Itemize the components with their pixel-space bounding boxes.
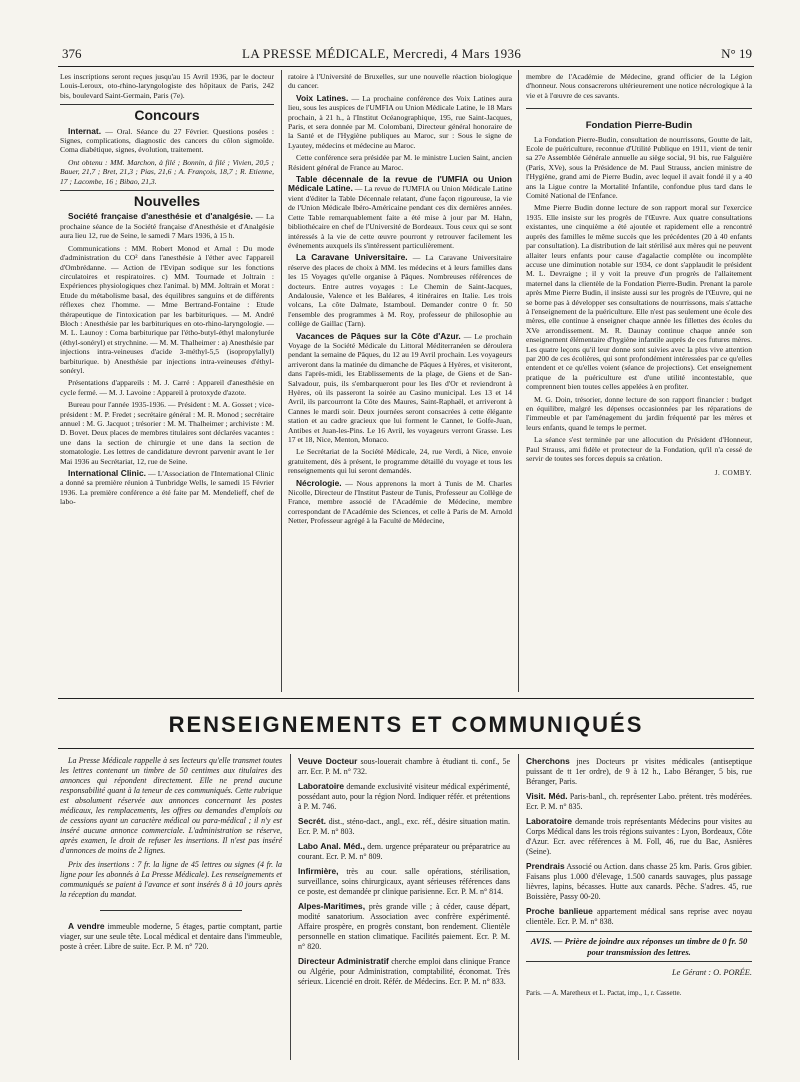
internat-lead: Internat. xyxy=(68,125,102,136)
ad-lead: Alpes-Maritimes, xyxy=(298,901,366,911)
divider xyxy=(60,104,274,105)
voix-text-2: Cette conférence sera présidée par M. le ministre Lucien Saint, ancien Résident général de France au Maroc. xyxy=(288,153,512,172)
fondation-paragraph-4: La séance s'est terminée par une allocution du Président d'Honneur, Paul Strauss, ami fidèle et protecteur de la Fondation, qu'il n'a cessé de servir de toutes ses forces depuis sa création. xyxy=(526,435,752,464)
ad-text: demande trois représentants Médecins pour visites au Corps Médical dans les trois régions suivantes : Lyon, Bordeaux, Côte d'Azur. Ecr. avec références à M. Foll, 46, rue du Bac, Asnières (Seine). xyxy=(526,817,753,856)
ad-text: sous-louerait chambre à étudiant ti. conf., 5e arr. Ecr. P. M. n° 732. xyxy=(298,757,510,776)
ad-text: cherche emploi dans clinique France ou Algérie, pour Administration, comptabilité, économat. Très sérieux. Licencié en droit. Référ. de Médecins. Ecr. P. M. n° 833. xyxy=(298,957,511,986)
header-rule xyxy=(58,66,754,67)
page-number: 376 xyxy=(62,46,82,61)
internat-results: Ont obtenu : MM. Marchon, à filé ; Bonnin, à filé ; Vivien, 20,5 ; Bauer, 21,7 ; Bret, 21,3 ; Pias, 21,6 ; A. François, 18,7 ; R. Etienne, 17 ; Lacombe, 16 ; Bibao, 21,3. xyxy=(60,157,274,186)
printer-line: Paris. — A. Maretheux et L. Pactat, imp., 1, r. Cassette. xyxy=(526,989,682,997)
clinic-text: — L'Association de l'International Clinic a donné sa première réunion à Tunbridge Wells, le samedi 15 Février 1936. La première conférence a été faite par M. Mendelieff, chef de labo- xyxy=(60,469,274,507)
page-header xyxy=(62,46,752,62)
societe-lead: Société française d'anesthésie et d'analgésie. xyxy=(68,211,253,222)
gerant-line: Le Gérant : O. PORÉE. xyxy=(671,968,752,977)
divider xyxy=(526,961,752,962)
ads-notice: La Presse Médicale rappelle à ses lecteurs qu'elle transmet toutes les lettres contenant un timbre de 50 centimes aux titulaires des annonces qui répondent directement. Elle ne prend aucune responsabilité quant à la teneur de ces communiqués. Cette rubrique est absolument réservée aux annonces concernant les postes médicaux, les remplacements, les offres ou demandes d'emplois ou de cessions ayant un caractère médical ou para-médical ; il n'y est inséré aucune annonce commerciale. L'administration se réserve, après examen, le droit de refuser les insertions. Il n'est pas inséré d'annonces de moins de 2 lignes. xyxy=(60,756,282,855)
vacances-text-2: Le Secrétariat de la Société Médicale, 24, rue Verdi, à Nice, envoie gratuitement, dès à présent, le programme détaillé du voyage et tous les renseignements qui lui seront demandés. xyxy=(288,447,512,476)
column-1 xyxy=(60,72,274,510)
internat-text: — Oral. Séance du 27 Février. Questions posées : Signes, complications, diagnostic des cancers du côlon sigmoïde. Coma diabétique, signes, évolution, traitement. xyxy=(60,126,275,155)
fondation-paragraph-3: M. G. Doin, trésorier, donne lecture de son rapport financier : budget en équilibre, malgré les dépenses occasionnées par les réparations de l'immeuble et par l'aménagement du jardin fréquenté par les mères et leurs enfants, quand le temps le permet. xyxy=(526,394,752,432)
ad-text: jnes Docteurs pr visites médicales (antiseptique puissant de tt 1er ordre), de 9 à 12 h., Labo Béranger, 5 bis, rue Béranger, Paris. xyxy=(526,757,753,786)
col3-continuation: membre de l'Académie de Médecine, grand officier de la Légion d'honneur. Nous consacrerons ultérieurement une notice nécrologique à la vie et à l'œuvre de ces savants. xyxy=(526,72,752,100)
vacances-text: — Le prochain Voyage de la Société Médicale du Littoral Méditerranéen se déroulera pendant la semaine de Pâques, du 12 au 19 Avril prochain. Les voyageurs arriveront dans la matinée du dimanche de Pâques à Hyères, et visiteront, dans l'après-midi, les Etablissements de la plage, de Giens et de San-Salvadour, puis, ils s'embarqueront pour les Iles d'Or et reviendront à Hyères, où ils passeront la soirée au Casino municipal. Les 13 et 14 Avril, ils parcourront la Côte des Maures, Saint-Raphaël, et arriveront à Cannes le mardi soir. Deux journées seront consacrées à cette élégante station et au cadre gracieux que lui forment le Cannet, le Golfe-Juan, Antibes et Juan-les-Pins. Le 16 Avril, les voyageurs verront Grasse. Les 17 et 18, Nice, Menton, Monaco. xyxy=(288,331,513,445)
signature: J. COMBY. xyxy=(714,469,752,478)
vendre-lead: A vendre xyxy=(68,921,105,931)
issue-number: N° 19 xyxy=(721,46,752,61)
column-3 xyxy=(526,72,752,479)
caravane-text: — La Caravane Universitaire réserve des places de choix à MM. les médecins et à leurs familles dans les 15 Voyages qu'elle organise à Pâques. Nombreuses références de docteurs. Entre autres voyages : Le Chemin de Saint-Jacques, Andalousie, Valence et les Baléares, 4 itinéraires en Italie. Les trois volcans, La côte Dalmate, Istamboul. Demander contre 0 fr. 50 l'ensemble des programmes à M. Roy, professeur de philosophie au collège de Gaillac (Tarn). xyxy=(288,253,512,329)
presentations-paragraph: Présentations d'appareils : M. J. Carré : Appareil d'anesthésie en cycle fermé. — M. J. Lavoine : Appareil à protoxyde d'azote. xyxy=(60,378,274,397)
renseignements-banner: RENSEIGNEMENTS ET COMMUNIQUÉS xyxy=(168,712,644,737)
ad-lead: Secrét. xyxy=(298,816,326,826)
ads-column-2 xyxy=(298,756,510,991)
divider xyxy=(100,910,242,911)
voix-text: — La prochaine conférence des Voix Latines aura lieu, sous les auspices de l'UMFIA ou Union Médicale Latine, le 18 Mars prochain, à 21 h., à l'Institut Océanographique, 195, rue Saint-Jacques, Paris, et sera donnée par M. Colombani, Directeur général honoraire de la Santé et de l'Hygiène publiques au Maroc, sur : Sous le signe de Lyautey, médecins et médecine au Maroc. xyxy=(288,93,512,150)
ad-text: près grande ville ; à céder, cause départ, modité sanatorium. Association avec confrère expérimenté. Affaire prospère, en progrès constant, bon rendement. Clientèle personnelle en station climatique. Facilités paiement. Ecr. P. M. n° 820. xyxy=(298,902,510,951)
journal-title: LA PRESSE MÉDICALE, Mercredi, 4 Mars 1936 xyxy=(242,46,522,61)
vendre-text: immeuble moderne, 5 étages, partie comptant, partie viager, sur une seule tête. Local médical et dentaire dans l'immeuble, poste à créer. Libre de suite. Ecr. P. M. n° 720. xyxy=(60,922,283,951)
ad-lead: Proche banlieue xyxy=(526,906,593,916)
ad-lead: Cherchons xyxy=(526,756,570,766)
ads-column-1 xyxy=(60,756,282,956)
ad-lead: Laboratoire xyxy=(526,816,573,826)
avis-notice: AVIS. — Prière de joindre aux réponses un timbre de 0 fr. 50 pour transmission des lettres. xyxy=(530,936,748,957)
column-divider xyxy=(518,70,519,692)
col2-continuation: ratoire à l'Université de Bruxelles, sur une nouvelle réaction biologique du cancer. xyxy=(288,72,512,91)
ads-prices: Prix des insertions : 7 fr. la ligne de 45 lettres ou signes (4 fr. la ligne pour les abonnés à La Presse Médicale). Les renseignements et communiqués se paient à l'avance et sont insérés 8 à 10 jours après la réception du mandat. xyxy=(60,860,282,899)
ad-text: Paris-banl., ch. représenter Labo. prétent. très modérées. Ecr. P. M. n° 835. xyxy=(526,792,752,811)
ad-lead: Labo Anal. Méd., xyxy=(298,841,365,851)
ads-column-3 xyxy=(526,756,752,998)
ad-lead: Prendrais xyxy=(526,861,565,871)
communications-paragraph: Communications : MM. Robert Monod et Arnal : Du mode d'administration du CO² dans l'anesthésie à l'éther avec l'appareil d'Ombrédanne. — Action de l'Evipan sodique sur les fonctions circulatoires et respiratoires. c) MM. Tournade et Joltrain : Expériences physiologiques chez l'animal. b) MM. Joltrain et Morat : Etude du métabolisme basal, des équilibres sanguins et de différents réflexes chez l'homme. — Mme Bertrand-Fontaine : Etude thérapeutique de l'intoxication par les barbituriques. — M. André Bloch : Anesthésie par les barbituriques en oto-rhino-laryngologie. — M. L. Launoy : Coma barbiturique par l'étho-butyl-éthyl malonylurée (éthyl-sonéryl) et strychnine. — M. M. Thalheimer : a) Anesthésie par injections intra-veineuses d'acide 3-méthyl-5,5 (isopropylallyl) barbiturique. b) Anesthésie par injections intra-veineuses d'éthyl-sonéryl. xyxy=(60,243,274,375)
table-text: — La revue de l'UMFIA ou Union Médicale Latine vient d'éditer la Table Décennale relatant, d'une façon rigoureuse, la vie de l'Union Médicale Ibéro-Américaine pendant ces dix dernières années. Cette Table remarquablement faite a été mise à jour par M. Hahn, bibliothécaire en chef de l'Université de Bordeaux. Tous ceux qui se sont intéressés à la vie de cette œuvre pourront y retrouver facilement les événements auxquels ils s'intéressent particulièrement. xyxy=(288,184,512,250)
banner-rule-bottom xyxy=(58,748,754,749)
ad-lead: Visit. Méd. xyxy=(526,791,568,801)
divider xyxy=(60,190,274,191)
fondation-heading: Fondation Pierre-Budin xyxy=(585,120,693,132)
ad-lead: Laboratoire xyxy=(298,781,345,791)
nouvelles-heading: Nouvelles xyxy=(133,193,201,210)
column-divider xyxy=(290,754,291,1060)
ad-text: dist., sténo-dact., angl., exc. réf., désire situation matin. Ecr. P. M. n° 803. xyxy=(298,817,510,836)
divider xyxy=(526,108,752,109)
fondation-paragraph-2: Mme Pierre Budin donne lecture de son rapport moral sur l'exercice 1935. Elle insiste sur les progrès de l'Œuvre. Aux quatre consultations existantes, une cinquième a été ajoutée et rapidement elle a rencontré auprès des familles le même succès que les précédentes (20 à 40 enfants par consultation). La distribution de lait stérilisé aux mères qui ne peuvent allaiter leurs enfants pour cause d'agalactie complète ou incomplète accuse une diminution notable sur 1934, ce dont s'applaudit le président M. L. Devraigne ; il y voit la preuve d'un progrès de l'allaitement maternel dans la clientèle de la Fondation Pierre-Budin. Prenant la parole après Mme Pierre Budin, il insiste aussi sur les progrès de l'Œuvre, qui ne se borne pas à développer ses consultations de nourrissons, mais s'attache à l'enseignement de la puériculture. Elle n'est pas seulement une école des mères, elle continue à enseigner chaque année les fillettes des écoles du XVe arrondissement. M. R. Daunay continue chaque année son enseignement élémentaire d'hygiène infantile auprès de ces futures mères. Les quatre leçons qu'il leur donne sont suivies avec la plus vive attention par 200 de ces écolières, qui sont profondément intéressées par ce qu'elles entendent et ce qu'elles voient (séance de projections). Cet enseignement pratique de la puériculture est d'une utilité incontestable, que comprennent bien toutes celles appelées à en profiter. xyxy=(526,203,752,392)
ad-text: demande exclusivité visiteur médical expérimenté, possédant auto, pour la région Nord. Indiquer référ. et prétentions à P. M. 746. xyxy=(298,782,510,811)
societe-text: — La prochaine séance de la Société française d'Anesthésie et d'Analgésie aura lieu 12, rue de Seine, le samedi 7 Mars 1936, à 15 h. xyxy=(60,212,274,241)
clinic-lead: International Clinic. xyxy=(68,468,146,479)
necrologie-text: — Nous apprenons la mort à Tunis de M. Charles Nicolle, Directeur de l'Institut Pasteur de Tunis, Professeur au Collège de France, membre associé de l'Académie de Médecine, membre correspondant de l'Académie des Sciences, et celle à Paris de M. Arnold Netter, Professeur agrégé à la Faculté de Médecine, xyxy=(288,478,512,526)
column-divider xyxy=(281,70,282,692)
divider xyxy=(526,931,752,932)
ad-text: Associé ou Action. dans chasse 25 km. Paris. Gros gibier. Faisans plus 1.000 d'élevage, 1.500 canards sauvages, plus passage lièvres, lapins, bécasses. Hutte aux canards. Pêche. S'adres. 45, rue Boissière, Passy 00-20. xyxy=(526,862,752,901)
ad-text: dem. urgence préparateur ou préparatrice au courant. Ecr. P. M. n° 809. xyxy=(298,842,510,861)
ad-lead: Directeur Administratif xyxy=(298,956,389,966)
concours-heading: Concours xyxy=(134,107,200,124)
banner-rule-top xyxy=(58,698,754,699)
bureau-paragraph: Bureau pour l'année 1935-1936. — Président : M. A. Gosset ; vice-président : M. P. Fredet ; secrétaire général : M. R. Monod ; secrétaire annuel : M. G. Jacquot ; trésorier : M. M. Thalheimer ; archiviste : M. D. Bovet. Deux places de membres titulaires sont déclarées vacantes : une dans la section de chirurgie et une dans la section de stomatologie. Les lettres de candidature devront parvenir avant le 1er Mai 1936 au Secrétariat, 12, rue de Seine. xyxy=(60,400,274,466)
ad-lead: Infirmière, xyxy=(298,866,339,876)
ad-text: appartement médical sans reprise avec noyau clientèle. Ecr. P. M. n° 838. xyxy=(526,907,752,926)
ad-text: très au cour. salle opérations, stérilisation, surveillance, soins chirurgicaux, ayant sérieuses références dans ce poste, est demandée pr clinique parisienne. Ecr. P. M. n° 814. xyxy=(298,867,511,896)
voix-lead: Voix Latines. xyxy=(296,92,349,103)
column-divider xyxy=(518,754,519,1060)
necrologie-lead: Nécrologie. xyxy=(296,477,342,488)
ad-lead: Veuve Docteur xyxy=(298,756,358,766)
fondation-paragraph-1: La Fondation Pierre-Budin, consultation de nourrissons, Goutte de lait, Ecole de puériculture, reconnue d'Utilité Publique en 1911, vient de tenir sa 27e Assemblée Générale annuelle au siège social, 91 bis, rue Falguière (Paris, XVe), sous la Présidence de M. Paul Strauss, ancien ministre de l'Hygiène, grand ami de Pierre Budin, avec lequel il avait fondé il y a 40 ans la Ligue contre la Mortalité Infantile, confondue plus tard dans le Comité National de l'Enfance. xyxy=(526,134,752,201)
column-2 xyxy=(288,72,512,529)
vacances-lead: Vacances de Pâques sur la Côte d'Azur. xyxy=(296,330,461,341)
table-lead: Table décennale de la revue de l'UMFIA ou Union Médicale Latine. xyxy=(288,174,512,194)
caravane-lead: La Caravane Universitaire. xyxy=(296,252,408,263)
intro-paragraph: Les inscriptions seront reçues jusqu'au 15 Avril 1936, par le docteur Louis-Leroux, oto-rhino-laryngologiste des hôpitaux de Paris, 242 bis, boulevard Saint-Germain, Paris (7e). xyxy=(60,72,274,100)
